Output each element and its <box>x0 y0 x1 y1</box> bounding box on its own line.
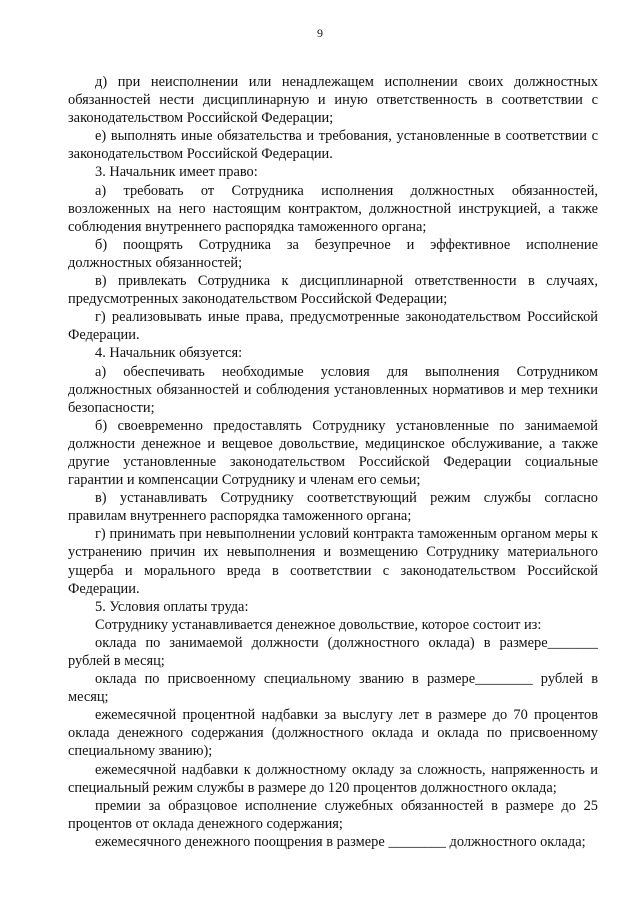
section-5-heading: 5. Условия оплаты труда: <box>95 598 249 615</box>
paragraph-right-b: б) поощрять Сотрудника за безупречное и эффективное исполнение должностных обязанностей; <box>68 236 598 271</box>
paragraph-duty-v: в) устанавливать Сотруднику соответствующий режим службы согласно правилам внутреннего распорядка таможенного органа; <box>68 490 598 525</box>
paragraph-pay-seniority-bonus: ежемесячной процентной надбавки за выслугу лет в размере до 70 процентов оклада денежного содержания (должностного оклада и оклада по присвоенному специальному званию); <box>68 707 598 760</box>
paragraph-duty-a: а) обеспечивать необходимые условия для выполнения Сотрудником должностных обязанностей и соблюдения установленных нормативов и мер техники безопасности; <box>68 363 598 416</box>
paragraph-pay-monthly-incentive: ежемесячного денежного поощрения в размере ________ должностного оклада; <box>95 833 586 850</box>
paragraph-pay-complexity-bonus: ежемесячной надбавки к должностному окладу за сложность, напряженность и специальный режим службы в размере до 120 процентов должностного оклада; <box>68 761 598 796</box>
paragraph-pay-intro: Сотруднику устанавливается денежное довольствие, которое состоит из: <box>95 616 542 633</box>
page-number: 9 <box>317 26 323 40</box>
paragraph-obligation-e: е) выполнять иные обязательства и требования, установленные в соответствии с законодательством Российской Федерации. <box>68 128 598 163</box>
document-body <box>68 73 598 851</box>
paragraph-obligation-d: д) при неисполнении или ненадлежащем исполнении своих должностных обязанностей нести дисциплинарную и иную ответственность в соответствии с законодательством Российской Федерации; <box>68 74 598 127</box>
section-3-heading: 3. Начальник имеет право: <box>95 164 258 181</box>
paragraph-right-g: г) реализовывать иные права, предусмотренные законодательством Российской Федерации. <box>68 309 598 344</box>
section-4-heading: 4. Начальник обязуется: <box>95 345 243 362</box>
paragraph-duty-b: б) своевременно предоставлять Сотруднику установленные по занимаемой должности денежное и вещевое довольствие, медицинское обслуживание, а также другие установленные законодательством Российской Федерации социальные гарантии и компенсации Сотруднику и членам его семьи; <box>68 417 598 489</box>
paragraph-right-a: а) требовать от Сотрудника исполнения должностных обязанностей, возложенных на него настоящим контрактом, должностной инструкцией, а также соблюдения внутреннего распорядка таможенного органа; <box>68 182 598 235</box>
paragraph-pay-rank-salary: оклада по присвоенному специальному званию в размере________ рублей в месяц; <box>68 671 598 706</box>
paragraph-pay-premium: премии за образцовое исполнение служебных обязанностей в размере до 25 процентов от оклада денежного содержания; <box>68 797 598 832</box>
paragraph-duty-g: г) принимать при невыполнении условий контракта таможенным органом меры к устранению причин их невыполнения и возмещению Сотруднику материального ущерба и морального вреда в соответствии с законодательством Российской Федерации. <box>68 526 598 597</box>
paragraph-pay-position-salary: оклада по занимаемой должности (должностного оклада) в размере_______ рублей в месяц; <box>68 634 598 669</box>
paragraph-right-v: в) привлекать Сотрудника к дисциплинарной ответственности в случаях, предусмотренных законодательством Российской Федерации; <box>68 273 598 308</box>
